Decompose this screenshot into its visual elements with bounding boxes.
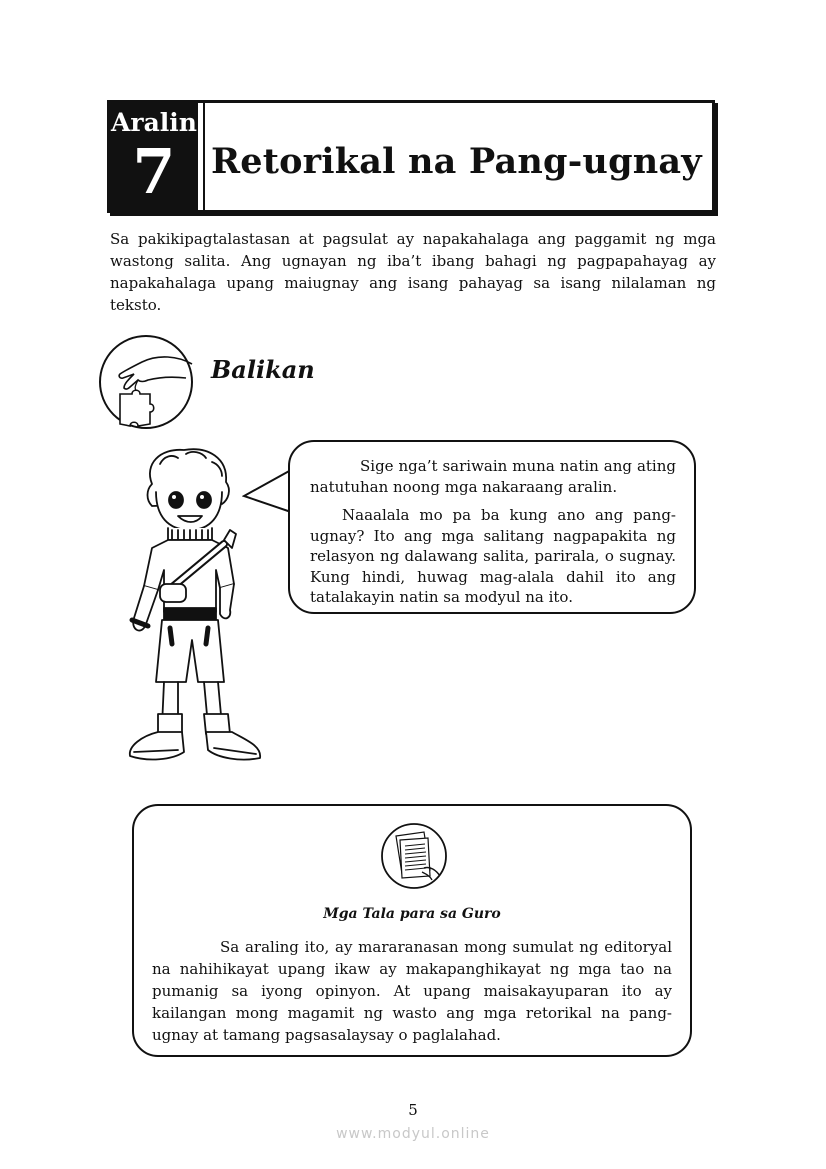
- watermark: www.modyul.online: [336, 1126, 490, 1142]
- speech-bubble: [288, 440, 696, 614]
- intro-paragraph: Sa pakikipagtalastasan at pagsulat ay napakahalaga ang paggamit ng mga wastong salita. Ang ugnayan ng iba’t ibang bahagi ng pagpapahayag ay napakahalaga upang maiugnay ang isang pahayag sa isang nilalaman ng teksto.: [110, 230, 716, 314]
- speech-bubble-tail: [242, 466, 292, 516]
- teacher-notes-title: Mga Tala para sa Guro: [323, 906, 501, 922]
- teacher-notes-text: Sa araling ito, ay mararanasan mong sumulat ng editoryal na nahihikayat upang ikaw ay makapanghikayat ng mga tao na pumanig sa iyong opinyon. At upang maisakayuparan ito ay kailangan mong magamit ng wasto ang mga retorikal na pang-ugnay at tamang pagsasalaysay o paglalahad.: [152, 938, 672, 1044]
- lesson-badge-label: Aralin: [111, 108, 197, 137]
- papers-hand-icon: [380, 822, 448, 890]
- lesson-header: [107, 100, 715, 213]
- lesson-number: 7: [132, 135, 176, 208]
- page-number: 5: [408, 1101, 418, 1119]
- lesson-badge: [110, 103, 203, 210]
- speech-paragraph: Naaalala mo pa ba kung ano ang pang-ugnay? Ito ang mga salitang nagpapakita ng relasyon ng dalawang salita, parirala, o sugnay. Kung hindi, huwag mag-alala dahil ito ang tatalakayin natin sa modyul na ito.: [310, 506, 676, 606]
- speech-paragraph: Sige nga’t sariwain muna natin ang ating natutuhan noong mga nakaraang aralin.: [310, 457, 676, 496]
- puzzle-hand-icon: [98, 334, 194, 430]
- lesson-title: Retorikal na Pang-ugnay: [211, 141, 702, 182]
- teacher-notes-box: [132, 804, 692, 1057]
- section-title: Balikan: [211, 355, 315, 384]
